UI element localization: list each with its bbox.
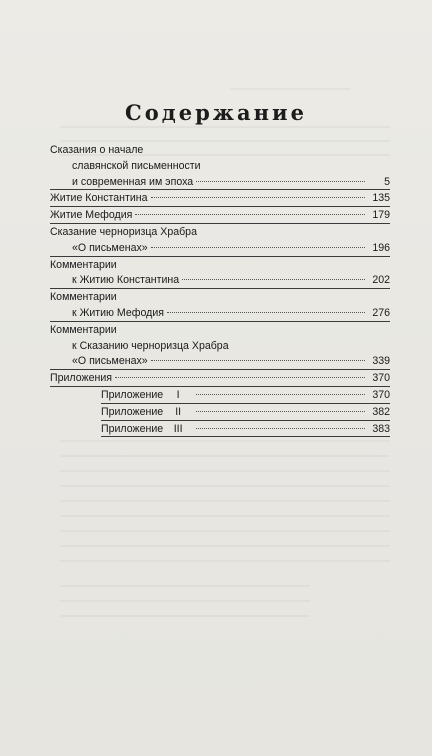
toc-entry-text: славянской письменности	[72, 159, 201, 172]
toc-page-number: 382	[372, 405, 390, 418]
toc-entry[interactable]	[50, 191, 390, 207]
toc-entry-text: Сказание черноризца Храбра	[50, 225, 197, 238]
toc-appendix-entry[interactable]	[50, 422, 390, 438]
toc-page-number: 383	[372, 422, 390, 435]
dot-leader	[115, 377, 365, 378]
toc-page-number: 339	[372, 355, 390, 368]
appendix-number: I	[176, 388, 180, 401]
toc-appendix-entry[interactable]	[50, 388, 390, 404]
toc-entry[interactable]	[50, 323, 390, 370]
toc-page-number: 5	[384, 175, 390, 188]
toc-entry-text: Житие Константина	[50, 192, 148, 205]
dot-leader	[182, 279, 365, 280]
toc-entry-text: к Житию Константина	[72, 274, 180, 287]
toc-entry[interactable]	[50, 371, 390, 387]
dot-leader	[151, 197, 365, 198]
toc-entry-text: к Сказанию черноризца Храбра	[72, 339, 229, 352]
appendix-label: Приложение	[101, 422, 164, 435]
dot-leader	[196, 181, 365, 182]
toc-page-number: 179	[372, 209, 390, 222]
table-of-contents	[50, 143, 390, 438]
toc-page-number: 370	[372, 388, 390, 401]
appendix-number: II	[175, 405, 182, 418]
toc-entry[interactable]	[50, 225, 390, 257]
toc-entry-text: Комментарии	[50, 323, 117, 336]
toc-page-number: 135	[372, 192, 390, 205]
toc-entry-text: Приложения	[50, 372, 112, 385]
dot-leader	[151, 360, 365, 361]
toc-entry-text: Житие Мефодия	[50, 209, 133, 222]
dot-leader	[151, 247, 365, 248]
toc-entry-text: Сказания о начале	[50, 144, 144, 156]
dot-leader	[196, 411, 365, 412]
toc-page-number: 196	[372, 241, 390, 254]
toc-page-number: 370	[372, 372, 390, 385]
toc-entry[interactable]	[50, 290, 390, 322]
toc-entry-text: Комментарии	[50, 291, 117, 304]
appendix-label: Приложение	[101, 405, 164, 418]
toc-entry[interactable]	[50, 258, 390, 290]
toc-entry-text: Комментарии	[50, 258, 117, 271]
toc-entry-text: «О письменах»	[72, 241, 148, 254]
toc-entry-text: к Житию Мефодия	[72, 306, 164, 319]
dot-leader	[196, 394, 365, 395]
dot-leader	[196, 428, 365, 429]
dot-leader	[167, 312, 365, 313]
toc-entry-text: «О письменах»	[72, 355, 148, 368]
toc-page-number: 276	[372, 306, 390, 319]
toc-entry-text: и современная им эпоха	[72, 175, 194, 188]
appendix-label: Приложение	[101, 388, 164, 401]
dot-leader	[135, 214, 365, 215]
toc-appendix-entry[interactable]	[50, 405, 390, 421]
appendix-number: III	[173, 422, 183, 435]
toc-entry[interactable]	[50, 208, 390, 224]
toc-entry[interactable]	[50, 143, 390, 190]
toc-page-number: 202	[372, 274, 390, 287]
page-title: Содержание	[125, 100, 307, 125]
